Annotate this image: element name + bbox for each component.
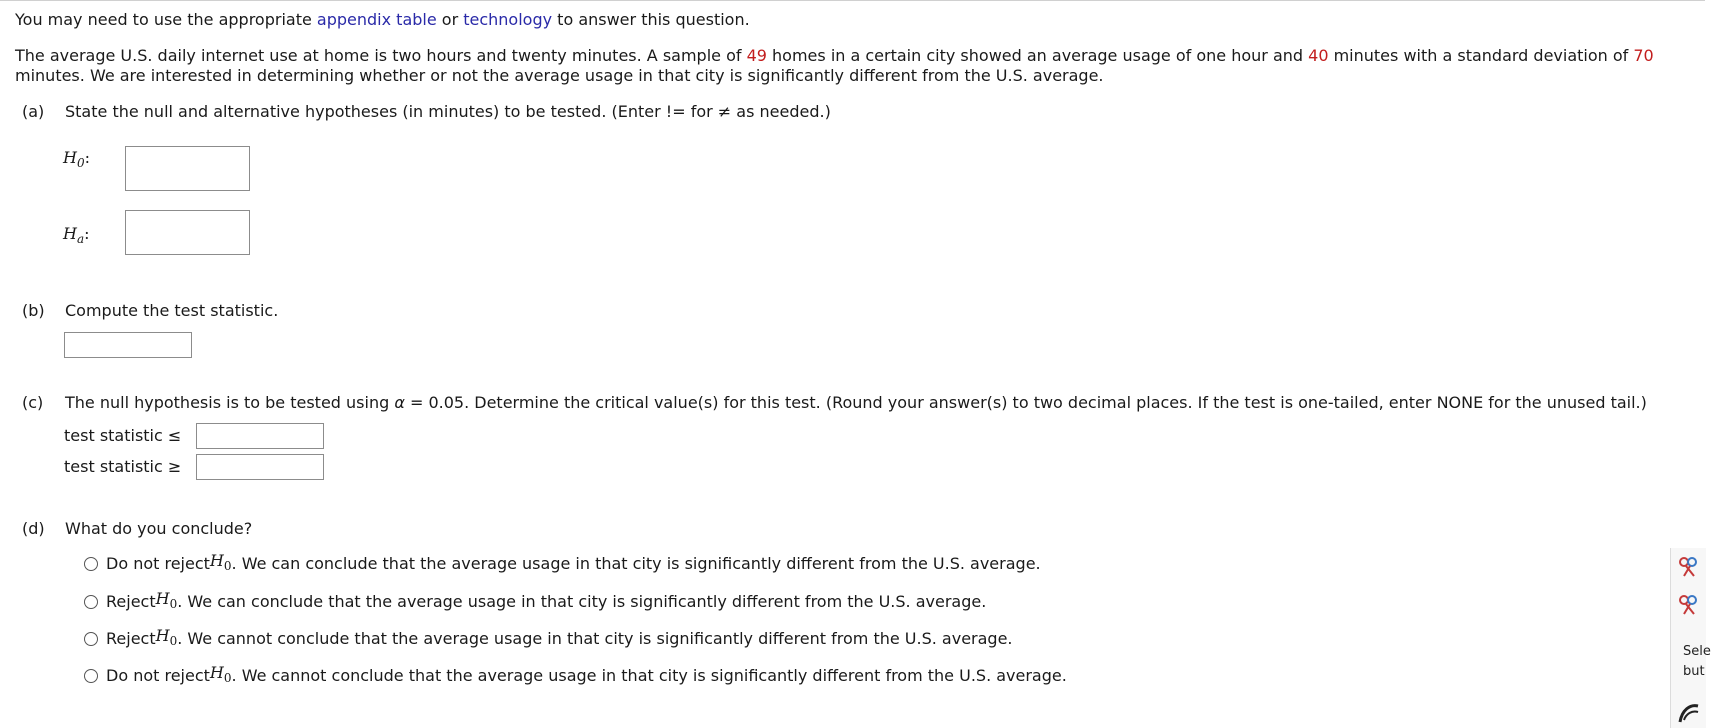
ha-letter: H — [63, 224, 77, 243]
sample-size: 49 — [746, 46, 767, 65]
option-text-pre: Do not reject — [106, 665, 210, 685]
part-a-label: (a) — [22, 102, 45, 121]
radio-button[interactable] — [84, 669, 98, 683]
part-b-label: (b) — [22, 301, 45, 320]
problem-text-b: homes in a certain city showed an average usage of one hour and — [766, 46, 1309, 65]
part-d-text: What do you conclude? — [65, 519, 253, 538]
ha-colon: : — [84, 224, 90, 243]
option-do-not-reject-cannot-conclude[interactable] — [84, 662, 1067, 689]
radio-button[interactable] — [84, 557, 98, 571]
upper-critical-label: test statistic ≥ — [64, 457, 182, 476]
h-letter: H — [155, 589, 170, 608]
option-do-not-reject-can-conclude[interactable] — [84, 550, 1041, 577]
scissors-icon[interactable] — [1676, 592, 1702, 618]
side-text-2: but — [1683, 664, 1705, 679]
radio-button[interactable] — [84, 595, 98, 609]
intro-line — [15, 9, 750, 31]
option-reject-cannot-conclude[interactable] — [84, 625, 1013, 652]
problem-text-a: The average U.S. daily internet use at home is two hours and twenty minutes. A sample of — [15, 46, 747, 65]
h0-symbol — [210, 550, 232, 577]
lower-critical-label: test statistic ≤ — [64, 426, 182, 445]
part-d-label: (d) — [22, 519, 45, 538]
option-text-pre: Do not reject — [106, 553, 210, 573]
alpha-symbol: α — [394, 393, 405, 412]
part-a-prompt — [22, 101, 831, 123]
side-tool-panel — [1670, 548, 1711, 728]
problem-line-1 — [15, 45, 1654, 67]
part-d-prompt — [22, 518, 252, 540]
intro-middle: or — [436, 10, 464, 29]
option-text-pre: Reject — [106, 591, 156, 611]
part-b-text: Compute the test statistic. — [65, 301, 279, 320]
h0-input[interactable] — [125, 146, 250, 191]
lower-critical-input[interactable] — [196, 423, 324, 449]
h-sub: 0 — [223, 671, 232, 686]
side-text-1: Sele — [1683, 644, 1711, 659]
h0-symbol — [156, 588, 178, 615]
sample-sd: 70 — [1633, 46, 1654, 65]
h0-letter: H — [63, 148, 77, 167]
top-divider — [0, 0, 1705, 1]
h-letter: H — [155, 626, 170, 645]
technology-link[interactable]: technology — [463, 10, 553, 29]
intro-suffix: to answer this question. — [552, 10, 750, 29]
ha-sub: a — [76, 232, 85, 247]
option-text-post: . We cannot conclude that the average usage in that city is significantly different from the U.S. average. — [177, 628, 1013, 648]
test-statistic-input[interactable] — [64, 332, 192, 358]
option-text-pre: Reject — [106, 628, 156, 648]
part-a-text: State the null and alternative hypotheses (in minutes) to be tested. (Enter != for ≠ as needed.) — [65, 102, 831, 121]
h0-symbol — [156, 625, 178, 652]
option-text-post: . We cannot conclude that the average usage in that city is significantly different from the U.S. average. — [231, 665, 1067, 685]
option-text-post: . We can conclude that the average usage in that city is significantly different from the U.S. average. — [231, 553, 1041, 573]
h-letter: H — [209, 663, 224, 682]
upper-critical-input[interactable] — [196, 454, 324, 480]
problem-line-2: minutes. We are interested in determining whether or not the average usage in that city is significantly different from the U.S. average. — [15, 66, 1104, 85]
part-c-prompt — [22, 392, 1647, 414]
part-c-label: (c) — [22, 393, 44, 412]
part-c-text-b: = 0.05. Determine the critical value(s) for this test. (Round your answer(s) to two decimal places. If the test is one-tailed, enter NONE for the unused tail.) — [404, 393, 1647, 412]
scissors-icon[interactable] — [1676, 554, 1702, 580]
h0-symbol — [210, 662, 232, 689]
appendix-table-link[interactable]: appendix table — [316, 10, 437, 29]
problem-text-c: minutes with a standard deviation of — [1328, 46, 1634, 65]
part-c-text-a: The null hypothesis is to be tested using — [65, 393, 395, 412]
h0-colon: : — [84, 148, 90, 167]
ha-label — [63, 224, 90, 246]
option-reject-can-conclude[interactable] — [84, 588, 986, 615]
option-text-post: . We can conclude that the average usage in that city is significantly different from the U.S. average. — [177, 591, 987, 611]
h-sub: 0 — [223, 559, 232, 574]
ha-input[interactable] — [125, 210, 250, 255]
radio-button[interactable] — [84, 632, 98, 646]
h0-label — [63, 148, 90, 170]
h0-sub: 0 — [76, 156, 85, 171]
intro-prefix: You may need to use the appropriate — [15, 10, 317, 29]
part-b-prompt — [22, 300, 278, 322]
tool-icon[interactable] — [1676, 700, 1702, 726]
sample-mean: 40 — [1308, 46, 1329, 65]
h-sub: 0 — [169, 597, 178, 612]
h-sub: 0 — [169, 634, 178, 649]
h-letter: H — [209, 551, 224, 570]
